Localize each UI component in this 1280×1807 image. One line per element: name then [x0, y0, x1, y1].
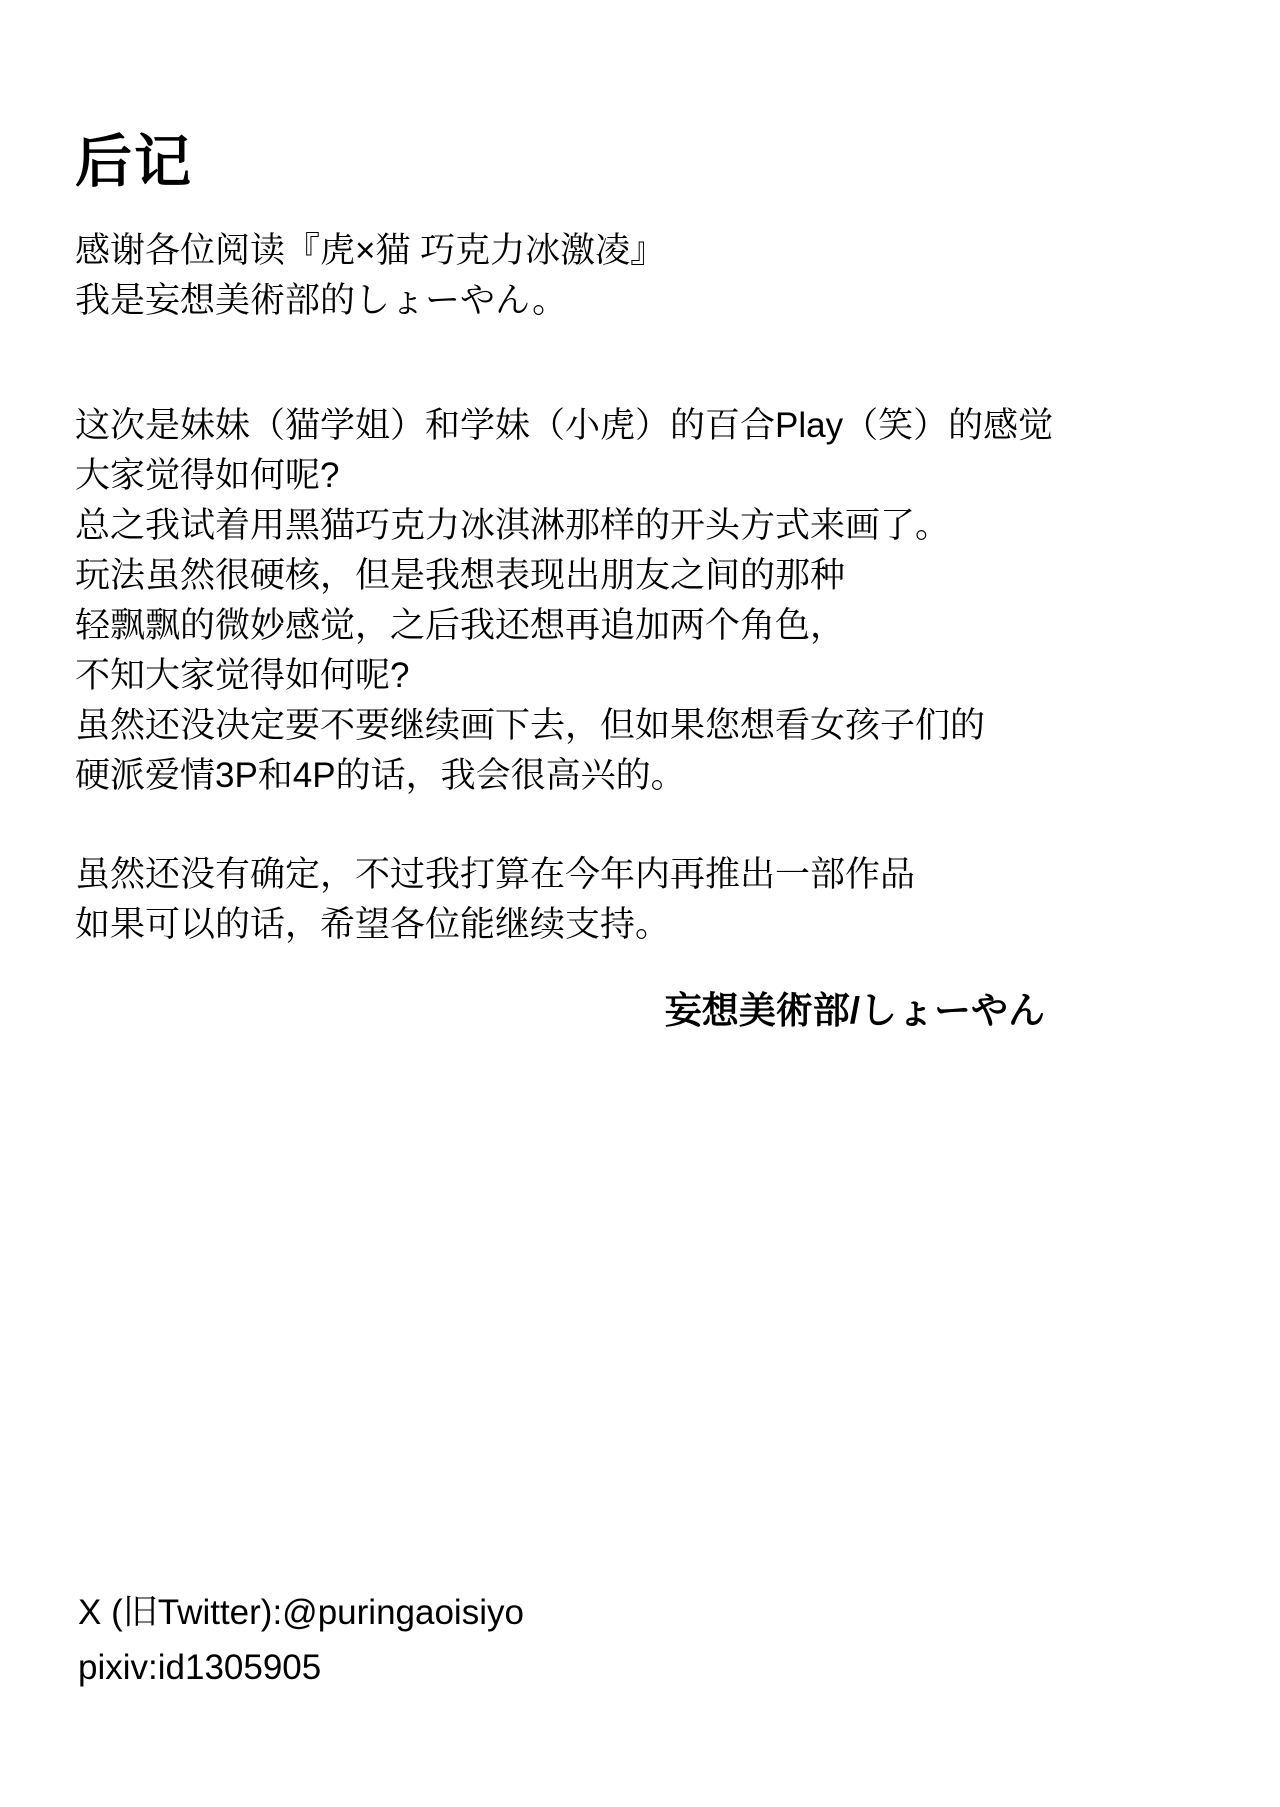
- body-line: 不知大家觉得如何呢?: [75, 656, 410, 695]
- body-line: 大家觉得如何呢?: [75, 456, 340, 495]
- author-signature: 妄想美術部/しょーやん: [664, 990, 1045, 1031]
- body-line: 感谢各位阅读『虎×猫 巧克力冰激凌』: [75, 231, 666, 270]
- body-line: 总之我试着用黑猫巧克力冰淇淋那样的开头方式来画了。: [75, 506, 951, 545]
- body-line: 玩法虽然很硬核，但是我想表现出朋友之间的那种: [75, 556, 846, 595]
- twitter-handle: X (旧Twitter):@puringaoisiyo: [78, 1593, 524, 1632]
- paragraph-commentary: [75, 401, 1053, 801]
- body-line: 如果可以的话，希望各位能继续支持。: [75, 905, 671, 944]
- body-line: 我是妄想美術部的しょーやん。: [75, 281, 568, 320]
- body-line: 虽然还没有确定，不过我打算在今年内再推出一部作品: [75, 855, 916, 894]
- pixiv-id: pixiv:id1305905: [78, 1648, 322, 1687]
- body-line: 硬派爱情3P和4P的话，我会很高兴的。: [75, 756, 686, 795]
- page-title: 后记: [75, 130, 193, 194]
- paragraph-future-plans: [75, 850, 915, 950]
- contact-info: [78, 1585, 524, 1695]
- body-line: 这次是妹妹（猫学姐）和学妹（小虎）的百合Play（笑）的感觉: [75, 406, 1054, 445]
- body-line: 虽然还没决定要不要继续画下去，但如果您想看女孩子们的: [75, 706, 986, 745]
- paragraph-thanks: [75, 226, 665, 326]
- body-line: 轻飘飘的微妙感觉，之后我还想再追加两个角色，: [75, 606, 846, 645]
